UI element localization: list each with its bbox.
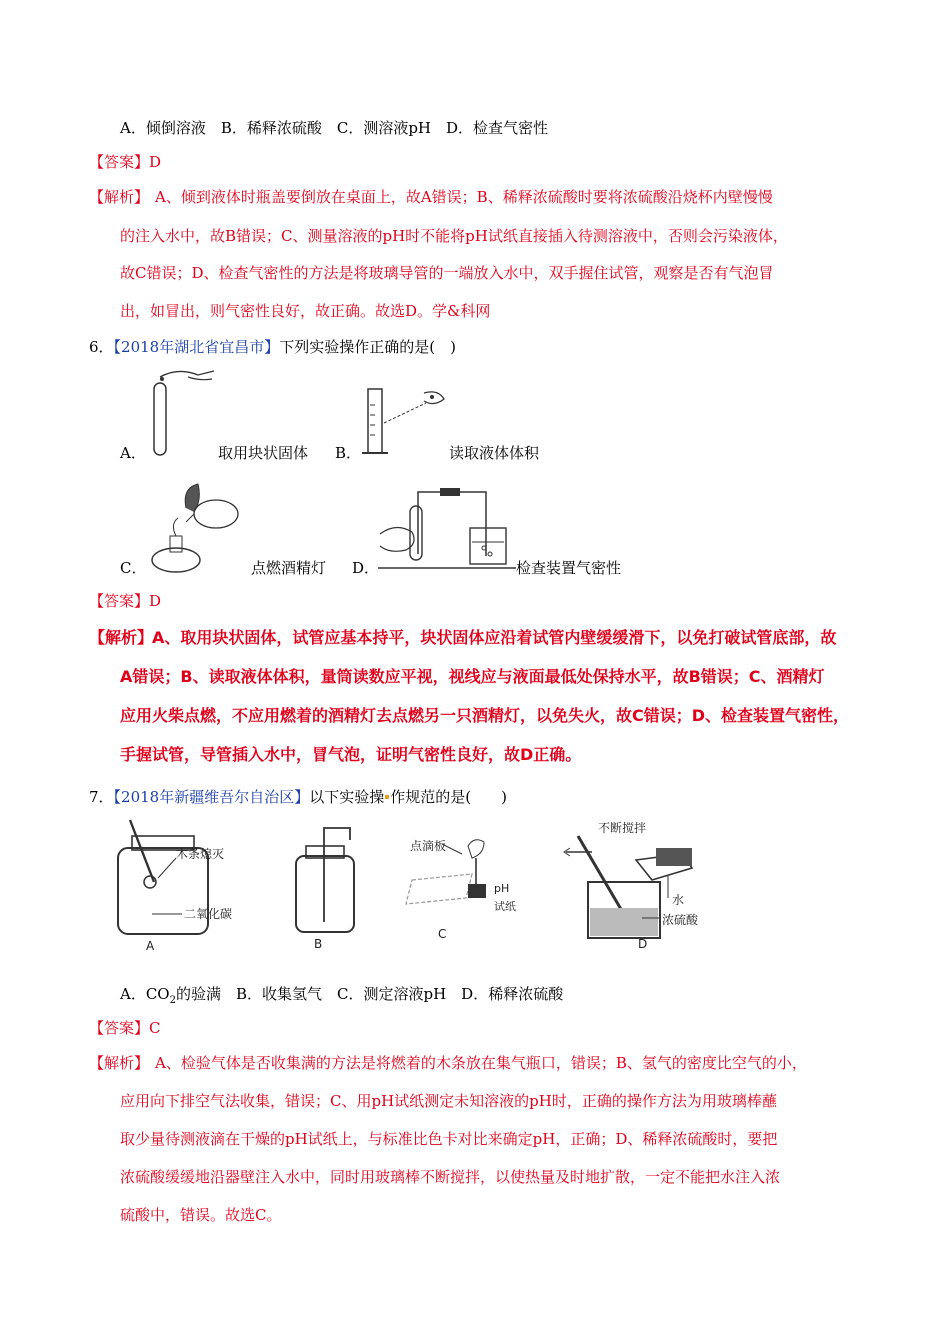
q6-analysis-line: 手握试管，导管插入水中，冒气泡，证明气密性良好，故D正确。	[120, 745, 582, 764]
q6-figure-c	[146, 478, 246, 578]
source-tag: 【2018年湖北省宜昌市】	[113, 338, 280, 356]
answer-value: D	[149, 592, 162, 610]
q5-answer	[89, 151, 161, 172]
q5-analysis-tag: 【解析】	[89, 188, 150, 206]
source-tag: 【2018年新疆维吾尔自治区】	[113, 788, 310, 806]
q5-analysis-line: 出，如冒出，则气密性良好，故正确。故选D。学&科网	[120, 302, 491, 320]
q7-analysis-line: A、检验气体是否收集满的方法是将燃着的木条放在集气瓶口，错误；B、氢气的密度比空气的小，	[155, 1054, 807, 1072]
q6-analysis-line: A错误；B、读取液体体积，量筒读数应平视，视线应与液面最低处保持水平，故B错误；C、酒精灯	[120, 667, 825, 686]
q7-analysis-line: 取少量待测液滴在干燥的pH试纸上，与标准比色卡对比来确定pH，正确；D、稀释浓硫酸时，要把	[120, 1130, 778, 1148]
q6-stem: 6．【2018年湖北省宜昌市】下列实验操作正确的是( )	[89, 338, 456, 356]
q7-figure-d-label3: 浓硫酸	[662, 913, 699, 927]
q7-figures	[112, 818, 712, 953]
q7-figure-c-label3: 试纸	[494, 900, 516, 913]
q6-figure-b	[360, 385, 450, 460]
q7-analysis-line: 浓硫酸缓缓地沿器壁注入水中，同时用玻璃棒不断搅拌，以使热量及时地扩散，一定不能把水注入浓	[120, 1168, 781, 1186]
q7-figure-d-label2: 水	[672, 893, 685, 907]
q6-opt-b-text: 读取液体体积	[449, 444, 540, 462]
answer-tag: 【答案】	[89, 592, 150, 610]
q7-analysis-line: 应用向下排空气法收集，错误；C、用pH试纸测定未知溶液的pH时，正确的操作方法为用玻璃棒蘸	[120, 1092, 777, 1110]
q6-opt-d-text: 检查装置气密性	[516, 559, 622, 577]
q7-figure-c-label1: 点滴板	[410, 839, 447, 853]
answer-tag: 【答案】	[89, 153, 150, 171]
q6-figure-a	[148, 365, 218, 460]
answer-tag: 【答案】	[89, 1019, 150, 1037]
q7-figure-a-letter: A	[146, 939, 155, 953]
q7-figure-a-label2: 二氧化碳	[184, 907, 233, 921]
q7-figure-c-label2: pH	[494, 882, 510, 895]
q6-answer	[89, 590, 161, 611]
q7-figure-d-letter: D	[638, 937, 648, 951]
q6-opt-c-letter: C．	[120, 559, 147, 577]
answer-value: C	[149, 1019, 161, 1037]
q5-analysis-line: A、倾到液体时瓶盖要倒放在桌面上，故A错误；B、稀释浓硫酸时要将浓硫酸沿烧杯内壁慢慢	[155, 188, 773, 206]
q7-figure-c-letter: C	[438, 927, 447, 941]
q7-analysis-line: 硫酸中，错误。故选C。	[120, 1206, 282, 1224]
q7-stem: 7．【2018年新疆维吾尔自治区】以下实验操 作规范的是( )	[89, 788, 507, 806]
q6-analysis-line: A、取用块状固体，试管应基本持平，块状固体应沿着试管内壁缓缓滑下，以免打破试管底部，故	[152, 628, 837, 647]
q5-analysis-line: 故C错误；D、检查气密性的方法是将玻璃导管的一端放入水中，双手握住试管，观察是否有气泡冒	[120, 264, 774, 282]
q6-opt-d-letter: D．	[352, 559, 380, 577]
q5-analysis-line: 的注入水中，故B错误；C、测量溶液的pH时不能将pH试纸直接插入待测溶液中，否则会污染液体，	[120, 227, 788, 245]
q7-figure-b-letter: B	[314, 937, 323, 951]
q7-answer	[89, 1017, 161, 1038]
q7-figure-a-label1: 木条熄灭	[176, 847, 225, 861]
q6-opt-a-text: 取用块状固体	[218, 444, 309, 462]
answer-value: D	[149, 153, 162, 171]
q6-analysis-tag: 【解析】	[89, 628, 154, 647]
q6-opt-b-letter: B．	[335, 444, 362, 462]
q6-analysis-line: 应用火柴点燃，不应用燃着的酒精灯去点燃另一只酒精灯，以免失火，故C错误；D、检查装置气密性，	[120, 706, 850, 725]
q7-figure-d-label1: 不断搅拌	[598, 821, 647, 835]
q6-opt-c-text: 点燃酒精灯	[251, 559, 327, 577]
q7-options: A．$CO_2$的验满 B．收集氢气 C．测定溶液pH D．稀释浓硫酸	[120, 985, 564, 1006]
q5-options: A．倾倒溶液 B．稀释浓硫酸 C．测溶液pH D．检查气密性	[120, 119, 549, 137]
q6-figure-d	[378, 484, 518, 574]
q6-opt-a-letter: A．	[120, 444, 146, 462]
q7-analysis-tag: 【解析】	[89, 1054, 150, 1072]
